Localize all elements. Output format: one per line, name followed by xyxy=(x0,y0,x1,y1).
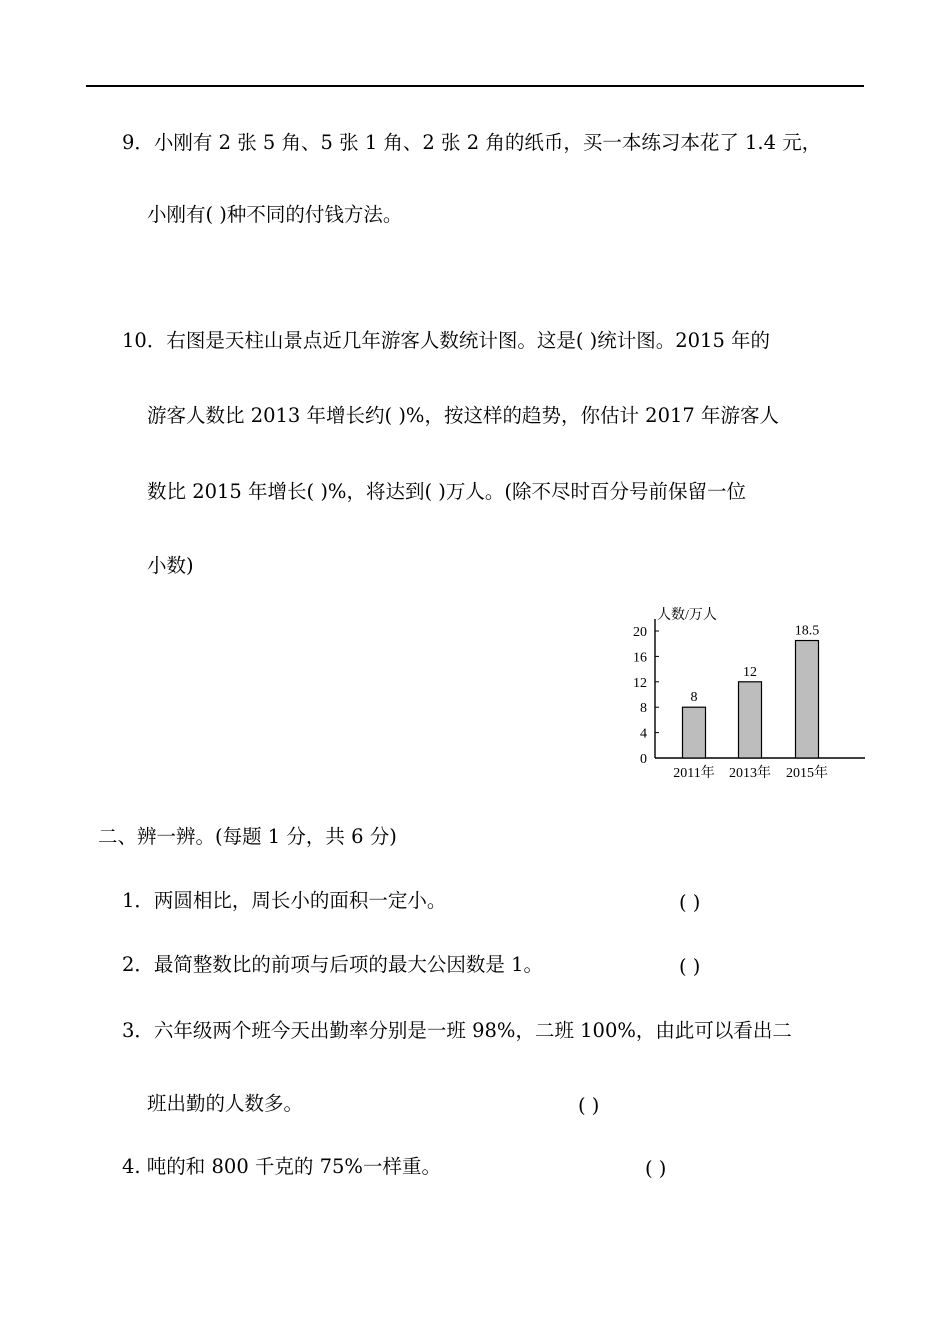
bar-data-label: 8 xyxy=(690,690,698,706)
visitors-bar-chart xyxy=(610,600,880,790)
judge-item-2-answer-bracket[interactable]: ( ) xyxy=(679,955,701,978)
bar xyxy=(739,682,762,758)
x-category-label: 2015年 xyxy=(786,766,828,781)
judge-item-3-answer-bracket[interactable]: ( ) xyxy=(578,1094,600,1117)
q10-line-4: 小数) xyxy=(147,554,194,577)
q10-line-1: 10．右图是天柱山景点近几年游客人数统计图。这是( )统计图。2015 年的 xyxy=(122,329,771,352)
bar xyxy=(796,641,819,758)
y-tick-label: 4 xyxy=(640,726,647,742)
judge-item-1-text: 1．两圆相比，周长小的面积一定小。 xyxy=(122,889,447,912)
section-2-title: 二、辨一辨。(每题 1 分，共 6 分) xyxy=(98,825,397,848)
y-tick-label: 20 xyxy=(633,625,647,640)
judge-item-4-text: 4. 吨的和 800 千克的 75%一样重。 xyxy=(122,1155,441,1178)
q10-line-2: 游客人数比 2013 年增长约( )%，按这样的趋势，你估计 2017 年游客人 xyxy=(147,404,779,427)
y-tick-label: 0 xyxy=(640,752,647,767)
judge-item-4-answer-bracket[interactable]: ( ) xyxy=(645,1157,667,1180)
bar-data-label: 18.5 xyxy=(794,623,820,639)
q9-line-2: 小刚有( )种不同的付钱方法。 xyxy=(147,203,403,226)
y-axis-label: 人数/万人 xyxy=(657,608,717,623)
y-tick-label: 16 xyxy=(633,650,647,666)
x-category-label: 2013年 xyxy=(729,766,771,781)
y-tick-label: 12 xyxy=(633,675,647,691)
bar xyxy=(683,707,706,758)
header-rule xyxy=(86,85,864,87)
q10-line-3: 数比 2015 年增长( )%，将达到( )万人。(除不尽时百分号前保留一位 xyxy=(147,480,746,503)
x-category-label: 2011年 xyxy=(673,766,715,781)
bar-data-label: 12 xyxy=(743,664,757,680)
judge-item-2-text: 2．最简整数比的前项与后项的最大公因数是 1。 xyxy=(122,953,544,976)
judge-item-3-text-cont: 班出勤的人数多。 xyxy=(147,1092,304,1115)
judge-item-1-answer-bracket[interactable]: ( ) xyxy=(679,891,701,914)
judge-item-3-text: 3．六年级两个班今天出勤率分别是一班 98%，二班 100%，由此可以看出二 xyxy=(122,1019,792,1042)
y-tick-label: 8 xyxy=(640,701,647,717)
q9-line-1: 9．小刚有 2 张 5 角、5 张 1 角、2 张 2 角的纸币，买一本练习本花了 1.4 元， xyxy=(122,131,822,154)
